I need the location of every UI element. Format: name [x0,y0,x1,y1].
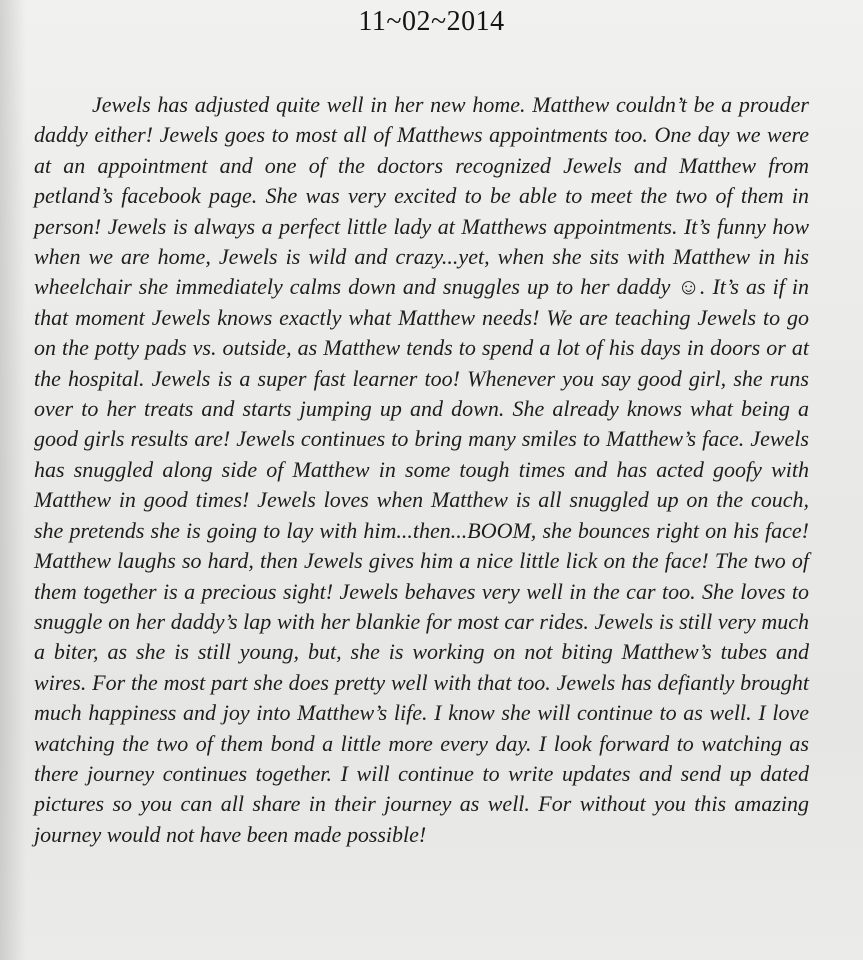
page-edge-shadow [0,0,26,960]
story-paragraph: Jewels has adjusted quite well in her new home. Matthew couldn’t be a prouder daddy either! Jewels goes to most all of Matthews appointments too. One day we were at an appointment and one of the doctors recognized Jewels and Matthew from petland’s facebook page. She was very excited to be able to meet the two of them in person! Jewels is always a perfect little lady at Matthews appointments. It’s funny how when we are home, Jewels is wild and crazy...yet, when she sits with Matthew in his wheelchair she immediately calms down and snuggles up to her daddy ☺. It’s as if in that moment Jewels knows exactly what Matthew needs! We are teaching Jewels to go on the potty pads vs. outside, as Matthew tends to spend a lot of his days in doors or at the hospital. Jewels is a super fast learner too! Whenever you say good girl, she runs over to her treats and starts jumping up and down. She already knows what being a good girls results are! Jewels continues to bring many smiles to Matthew’s face. Jewels has snuggled along side of Matthew in some tough times and has acted goofy with Matthew in good times! Jewels loves when Matthew is all snuggled up on the couch, she pretends she is going to lay with him...then...BOOM, she bounces right on his face! Matthew laughs so hard, then Jewels gives him a nice little lick on the face! The two of them together is a precious sight! Jewels behaves very well in the car too. She loves to snuggle on her daddy’s lap with her blankie for most car rides. Jewels is still very much a biter, as she is still young, but, she is working on not biting Matthew’s tubes and wires. For the most part she does pretty well with that too. Jewels has defiantly brought much happiness and joy into Matthew’s life. I know she will continue to as well. I love watching the two of them bond a little more every day. I look forward to watching as there journey continues together. I will continue to write updates and send up dated pictures so you can all share in their journey as well. For without you this amazing journey would not have been made possible! [34,92,809,847]
page-date-heading: 11~02~2014 [358,6,505,37]
